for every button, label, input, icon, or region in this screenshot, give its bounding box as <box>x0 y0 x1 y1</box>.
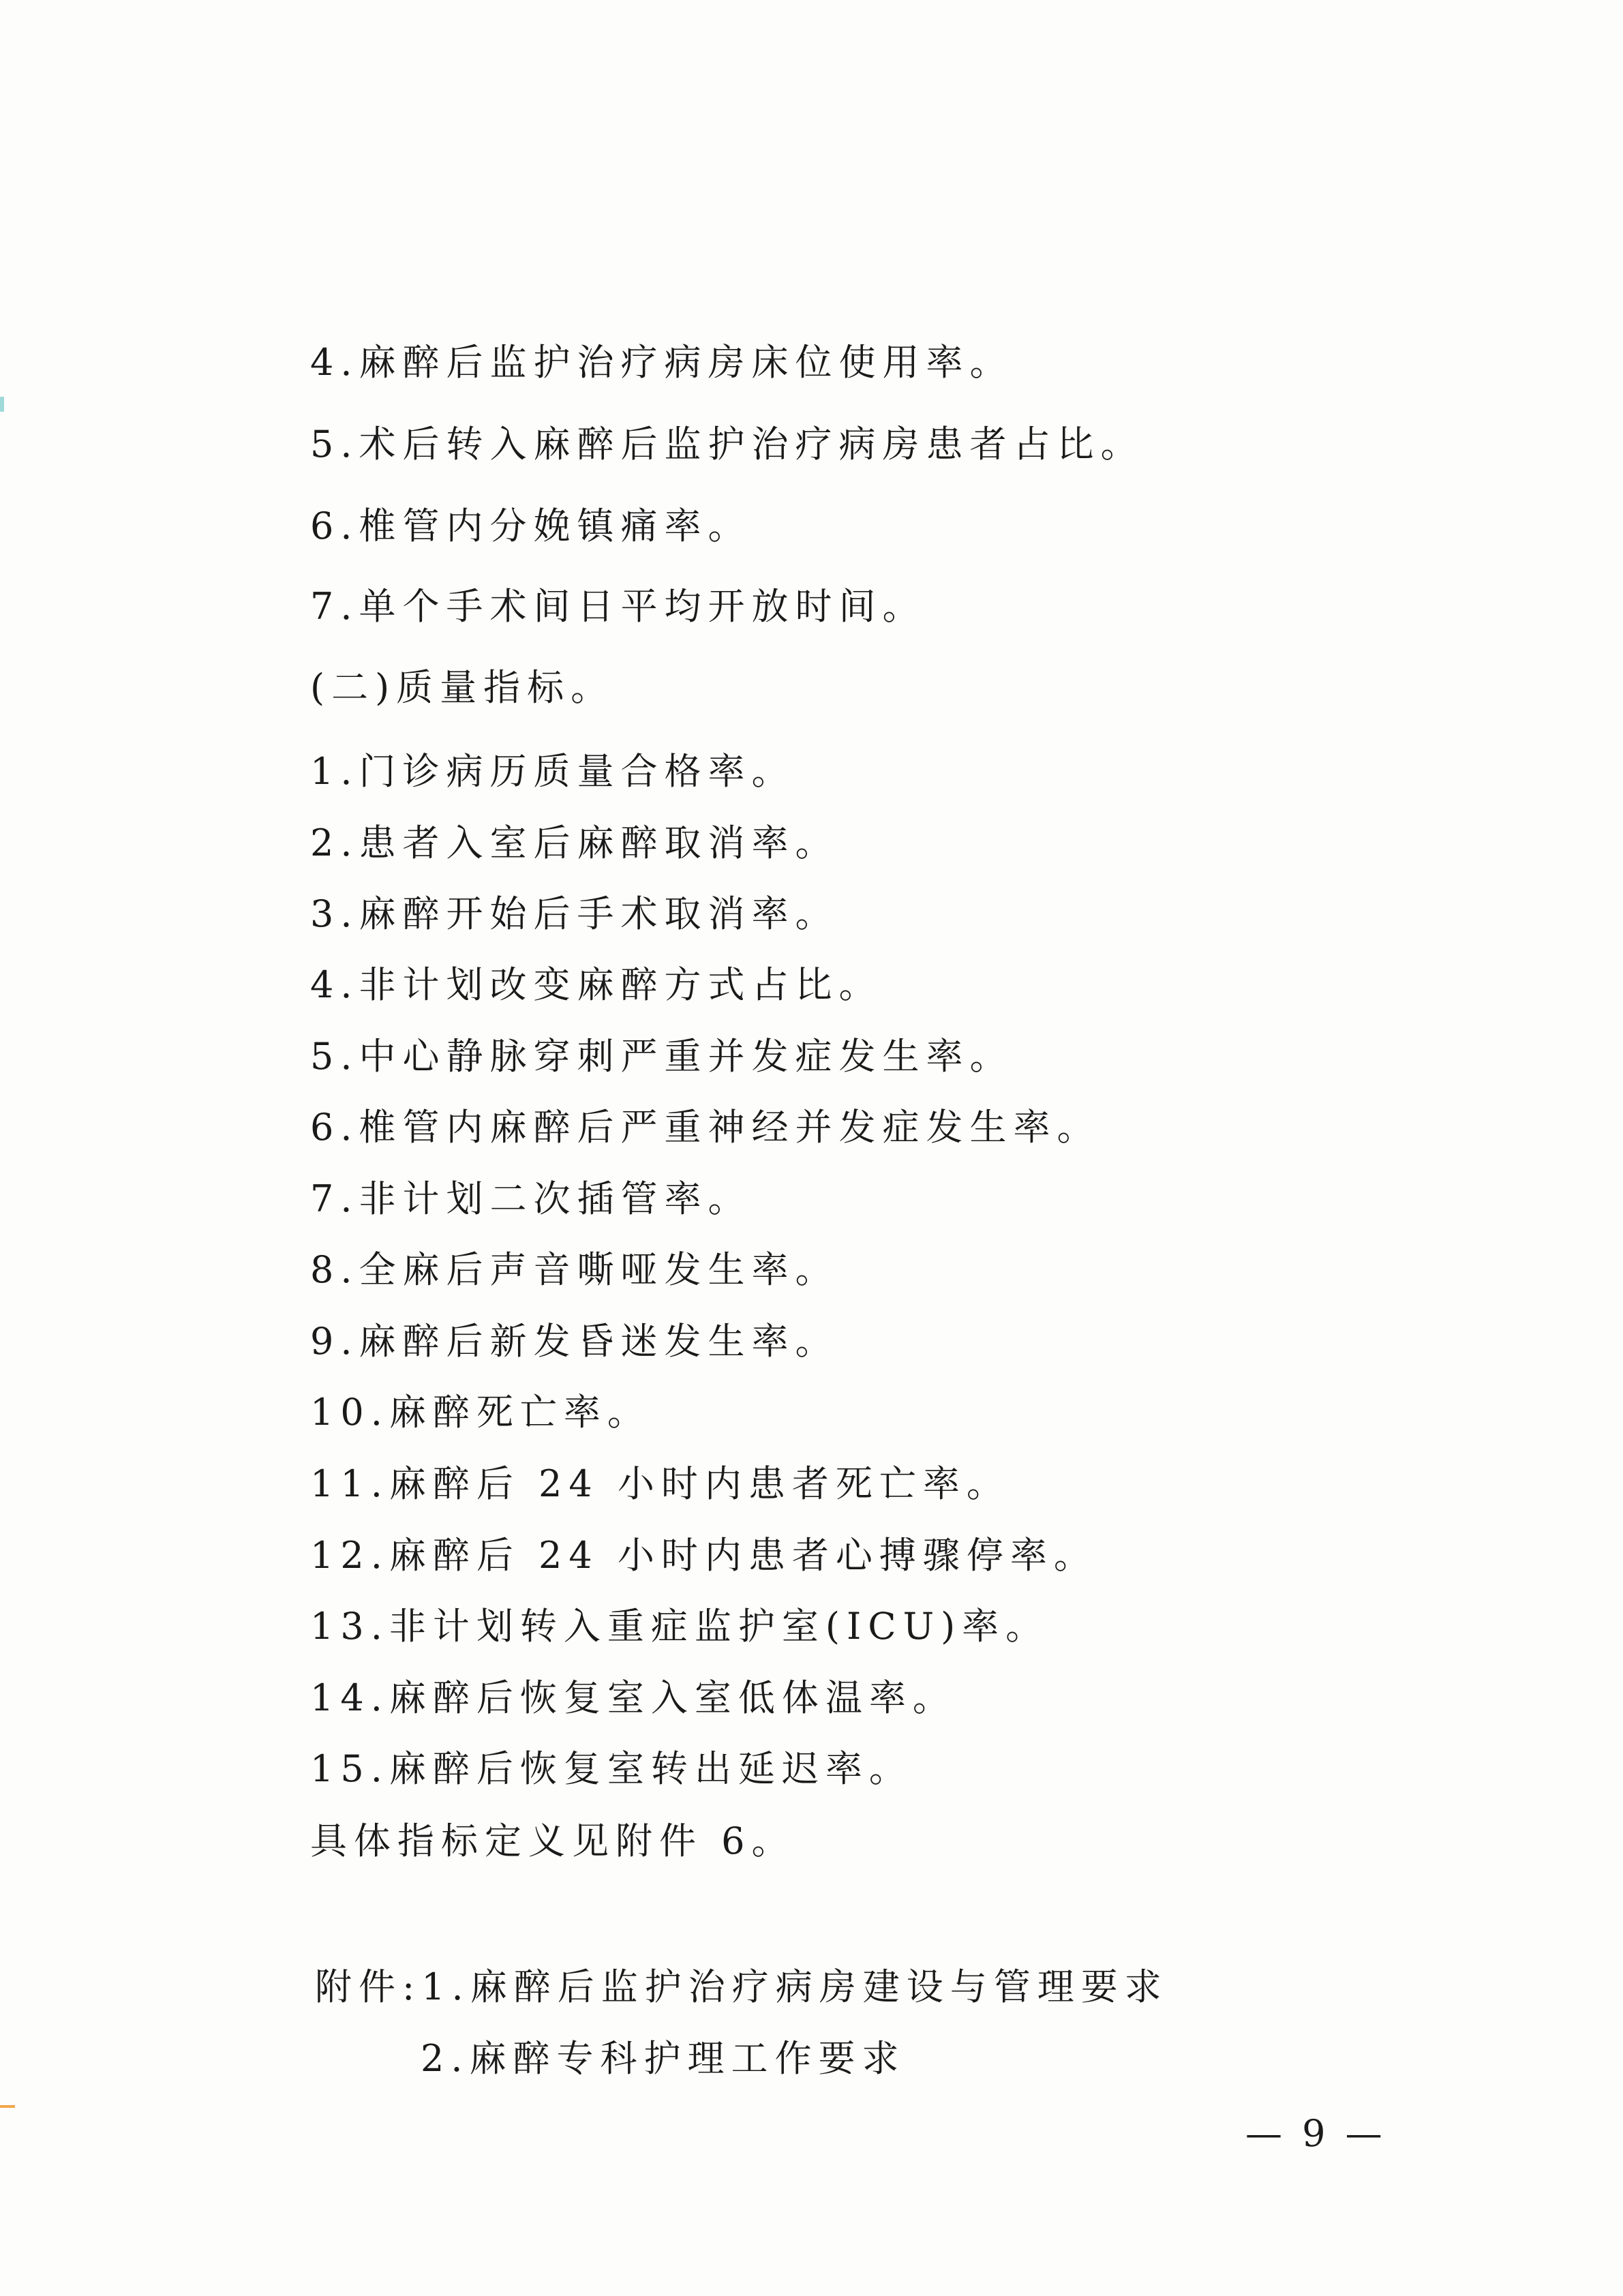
list-item: 6.椎管内麻醉后严重神经并发症发生率。 <box>310 1106 1101 1149</box>
list-item: 7.非计划二次插管率。 <box>310 1177 752 1220</box>
list-item: 11.麻醉后 24 小时内患者死亡率。 <box>310 1462 1010 1505</box>
list-item: 1.门诊病历质量合格率。 <box>310 750 795 793</box>
list-item: 2.患者入室后麻醉取消率。 <box>310 821 839 864</box>
attachment-line: 2.麻醉专科护理工作要求 <box>421 2037 906 2080</box>
list-item: 7.单个手术间日平均开放时间。 <box>310 585 926 628</box>
list-item: 15.麻醉后恢复室转出延迟率。 <box>310 1747 913 1790</box>
list-item: 6.椎管内分娩镇痛率。 <box>310 504 752 547</box>
list-item: 13.非计划转入重症监护室(ICU)率。 <box>310 1605 1050 1648</box>
page-number: — 9 — <box>1245 2112 1386 2155</box>
list-item: 14.麻醉后恢复室入室低体温率。 <box>310 1676 956 1719</box>
list-item: 9.麻醉后新发昏迷发生率。 <box>310 1320 839 1363</box>
list-item: 5.中心静脉穿刺严重并发症发生率。 <box>310 1035 1014 1078</box>
list-item: 4.麻醉后监护治疗病房床位使用率。 <box>310 341 1014 384</box>
scan-edge-mark <box>0 397 4 412</box>
list-item: 4.非计划改变麻醉方式占比。 <box>310 963 883 1006</box>
attachment-line: 附件:1.麻醉后监护治疗病房建设与管理要求 <box>315 1965 1168 2008</box>
definition-note: 具体指标定义见附件 6。 <box>310 1819 795 1862</box>
list-item: 3.麻醉开始后手术取消率。 <box>310 892 839 935</box>
list-item: 5.术后转入麻醉后监护治疗病房患者占比。 <box>310 423 1144 466</box>
list-item: 8.全麻后声音嘶哑发生率。 <box>310 1248 839 1291</box>
list-item: 12.麻醉后 24 小时内患者心搏骤停率。 <box>310 1534 1097 1577</box>
scan-edge-mark <box>0 2105 15 2108</box>
list-item: 10.麻醉死亡率。 <box>310 1391 651 1434</box>
section-heading: (二)质量指标。 <box>310 666 615 709</box>
